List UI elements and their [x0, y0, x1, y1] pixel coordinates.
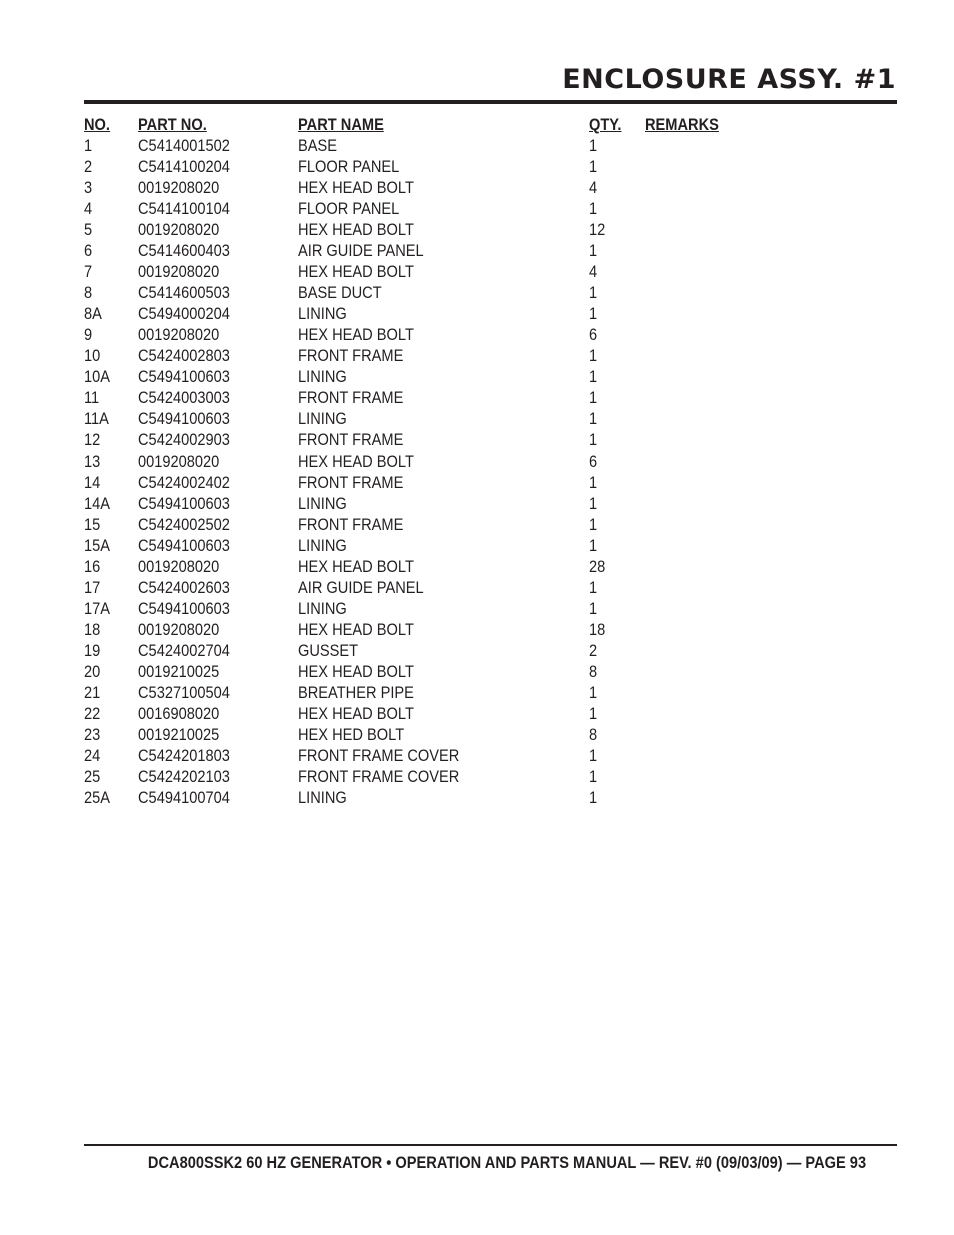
row-no: 3: [84, 178, 93, 198]
row-qty: 28: [589, 556, 606, 576]
table-row: [84, 240, 897, 261]
row-part-no: C5494100603: [138, 409, 230, 429]
row-no: 10A: [84, 367, 111, 387]
row-part-name: FRONT FRAME: [298, 388, 404, 408]
header-no: NO.: [84, 115, 111, 134]
header-part-name: PART NAME: [298, 115, 384, 134]
row-qty: 2: [589, 640, 598, 660]
row-no: 22: [84, 703, 101, 723]
row-part-no: C5414100204: [138, 157, 230, 177]
row-part-name: FLOOR PANEL: [298, 199, 400, 219]
row-qty: 1: [589, 367, 598, 387]
row-part-name: HEX HEAD BOLT: [298, 661, 414, 681]
row-qty: 1: [589, 514, 598, 534]
row-no: 7: [84, 262, 93, 282]
row-part-no: C5424002903: [138, 430, 230, 450]
row-part-no: 0019208020: [138, 556, 220, 576]
row-no: 15A: [84, 535, 111, 555]
row-part-no: C5424002803: [138, 346, 230, 366]
table-row: [84, 493, 897, 514]
table-row: [84, 640, 897, 661]
row-part-no: C5494100603: [138, 535, 230, 555]
row-part-name: LINING: [298, 598, 347, 618]
row-qty: 1: [589, 577, 598, 597]
row-qty: 1: [589, 682, 598, 702]
row-qty: 1: [589, 409, 598, 429]
row-qty: 1: [589, 535, 598, 555]
row-qty: 1: [589, 430, 598, 450]
row-qty: 1: [589, 241, 598, 261]
row-part-no: C5424002704: [138, 640, 230, 660]
table-row: [84, 661, 897, 682]
row-part-name: FRONT FRAME COVER: [298, 745, 460, 765]
header-remarks: REMARKS: [645, 115, 719, 134]
table-row: [84, 219, 897, 240]
table-row: [84, 366, 897, 387]
row-part-name: HEX HEAD BOLT: [298, 703, 414, 723]
table-row: [84, 261, 897, 282]
row-qty: 1: [589, 788, 598, 807]
row-part-no: C5414001502: [138, 136, 230, 156]
row-qty: 1: [589, 703, 598, 723]
row-part-name: HEX HED BOLT: [298, 724, 405, 744]
row-qty: 8: [589, 724, 598, 744]
row-part-no: C5494100704: [138, 788, 230, 807]
footer-divider: [84, 1144, 897, 1146]
row-no: 19: [84, 640, 101, 660]
row-part-name: HEX HEAD BOLT: [298, 178, 414, 198]
row-no: 17: [84, 577, 101, 597]
row-no: 2: [84, 157, 93, 177]
row-part-name: AIR GUIDE PANEL: [298, 577, 424, 597]
row-no: 14A: [84, 493, 111, 513]
row-part-name: LINING: [298, 535, 347, 555]
header-qty: QTY.: [589, 115, 622, 134]
row-part-no: 0019208020: [138, 451, 220, 471]
row-part-no: C5414100104: [138, 199, 230, 219]
row-no: 10: [84, 346, 101, 366]
row-part-no: C5494100603: [138, 493, 230, 513]
row-qty: 4: [589, 178, 598, 198]
row-part-name: HEX HEAD BOLT: [298, 220, 414, 240]
row-part-no: 0019208020: [138, 325, 220, 345]
row-part-no: 0016908020: [138, 703, 220, 723]
table-row: [84, 345, 897, 366]
row-no: 15: [84, 514, 101, 534]
row-part-no: C5424002402: [138, 472, 230, 492]
table-row: [84, 387, 897, 408]
table-row: [84, 429, 897, 450]
row-qty: 8: [589, 661, 598, 681]
row-part-name: HEX HEAD BOLT: [298, 619, 414, 639]
row-no: 24: [84, 745, 101, 765]
table-row: [84, 682, 897, 703]
row-no: 8A: [84, 304, 102, 324]
row-part-name: FRONT FRAME: [298, 514, 404, 534]
row-qty: 1: [589, 136, 598, 156]
row-no: 17A: [84, 598, 111, 618]
row-qty: 1: [589, 304, 598, 324]
parts-table: [84, 114, 897, 808]
row-part-no: 0019208020: [138, 619, 220, 639]
row-part-no: C5494000204: [138, 304, 230, 324]
row-no: 11: [84, 388, 100, 408]
row-qty: 1: [589, 199, 598, 219]
row-no: 11A: [84, 409, 109, 429]
row-part-no: 0019208020: [138, 220, 220, 240]
row-no: 12: [84, 430, 101, 450]
table-row: [84, 324, 897, 345]
row-no: 20: [84, 661, 101, 681]
row-part-name: FLOOR PANEL: [298, 157, 400, 177]
table-row: [84, 556, 897, 577]
row-qty: 1: [589, 766, 598, 786]
row-qty: 1: [589, 388, 598, 408]
row-part-name: FRONT FRAME: [298, 472, 404, 492]
table-row: [84, 724, 897, 745]
page-footer: DCA800SSK2 60 HZ GENERATOR • OPERATION AND PARTS MANUAL — REV. #0 (09/03/09) — PAGE 93: [147, 1153, 866, 1172]
row-part-name: FRONT FRAME COVER: [298, 766, 460, 786]
row-part-name: HEX HEAD BOLT: [298, 451, 414, 471]
row-no: 4: [84, 199, 93, 219]
row-qty: 1: [589, 598, 598, 618]
row-no: 13: [84, 451, 101, 471]
row-no: 9: [84, 325, 93, 345]
table-row: [84, 745, 897, 766]
table-row: [84, 598, 897, 619]
row-part-no: 0019208020: [138, 262, 220, 282]
table-row: [84, 408, 897, 429]
table-row: [84, 787, 897, 808]
row-part-no: C5424201803: [138, 745, 230, 765]
row-part-no: C5494100603: [138, 598, 230, 618]
row-qty: 6: [589, 451, 598, 471]
page-title: ENCLOSURE ASSY. #1: [562, 64, 896, 95]
row-part-name: HEX HEAD BOLT: [298, 262, 414, 282]
row-part-name: LINING: [298, 493, 347, 513]
title-divider: [84, 100, 897, 104]
row-qty: 4: [589, 262, 598, 282]
row-part-no: 0019210025: [138, 724, 220, 744]
row-no: 25A: [84, 788, 111, 807]
row-qty: 18: [589, 619, 606, 639]
table-row: [84, 451, 897, 472]
row-qty: 1: [589, 493, 598, 513]
table-row: [84, 514, 897, 535]
table-row: [84, 303, 897, 324]
row-part-name: GUSSET: [298, 640, 359, 660]
row-part-no: C5424002502: [138, 514, 230, 534]
row-part-no: C5494100603: [138, 367, 230, 387]
table-header-row: [84, 114, 897, 135]
row-qty: 12: [589, 220, 606, 240]
row-no: 23: [84, 724, 101, 744]
row-qty: 6: [589, 325, 598, 345]
row-part-name: FRONT FRAME: [298, 346, 404, 366]
table-row: [84, 282, 897, 303]
header-part-no: PART NO.: [138, 115, 207, 134]
table-row: [84, 703, 897, 724]
row-qty: 1: [589, 346, 598, 366]
row-part-name: BASE: [298, 136, 338, 156]
table-body: [84, 135, 897, 808]
row-part-name: LINING: [298, 304, 347, 324]
row-no: 6: [84, 241, 93, 261]
row-qty: 1: [589, 157, 598, 177]
row-no: 1: [84, 136, 93, 156]
row-part-no: C5424003003: [138, 388, 230, 408]
row-part-no: C5424002603: [138, 577, 230, 597]
row-part-name: BREATHER PIPE: [298, 682, 414, 702]
row-part-name: LINING: [298, 367, 347, 387]
table-row: [84, 619, 897, 640]
row-part-name: AIR GUIDE PANEL: [298, 241, 424, 261]
row-part-name: LINING: [298, 788, 347, 807]
row-part-no: 0019208020: [138, 178, 220, 198]
row-no: 16: [84, 556, 101, 576]
row-no: 18: [84, 619, 101, 639]
row-part-name: HEX HEAD BOLT: [298, 556, 414, 576]
row-part-name: BASE DUCT: [298, 283, 382, 303]
row-qty: 1: [589, 472, 598, 492]
table-row: [84, 156, 897, 177]
table-row: [84, 177, 897, 198]
row-qty: 1: [589, 283, 598, 303]
row-no: 8: [84, 283, 93, 303]
row-qty: 1: [589, 745, 598, 765]
row-part-no: C5414600503: [138, 283, 230, 303]
row-part-no: C5414600403: [138, 241, 230, 261]
table-row: [84, 535, 897, 556]
table-row: [84, 135, 897, 156]
table-row: [84, 198, 897, 219]
table-row: [84, 766, 897, 787]
row-part-no: 0019210025: [138, 661, 220, 681]
row-part-name: HEX HEAD BOLT: [298, 325, 414, 345]
row-no: 25: [84, 766, 101, 786]
row-no: 14: [84, 472, 101, 492]
table-row: [84, 577, 897, 598]
row-part-name: FRONT FRAME: [298, 430, 404, 450]
table-row: [84, 472, 897, 493]
row-part-name: LINING: [298, 409, 347, 429]
row-no: 5: [84, 220, 93, 240]
row-no: 21: [84, 682, 101, 702]
row-part-no: C5424202103: [138, 766, 230, 786]
row-part-no: C5327100504: [138, 682, 230, 702]
